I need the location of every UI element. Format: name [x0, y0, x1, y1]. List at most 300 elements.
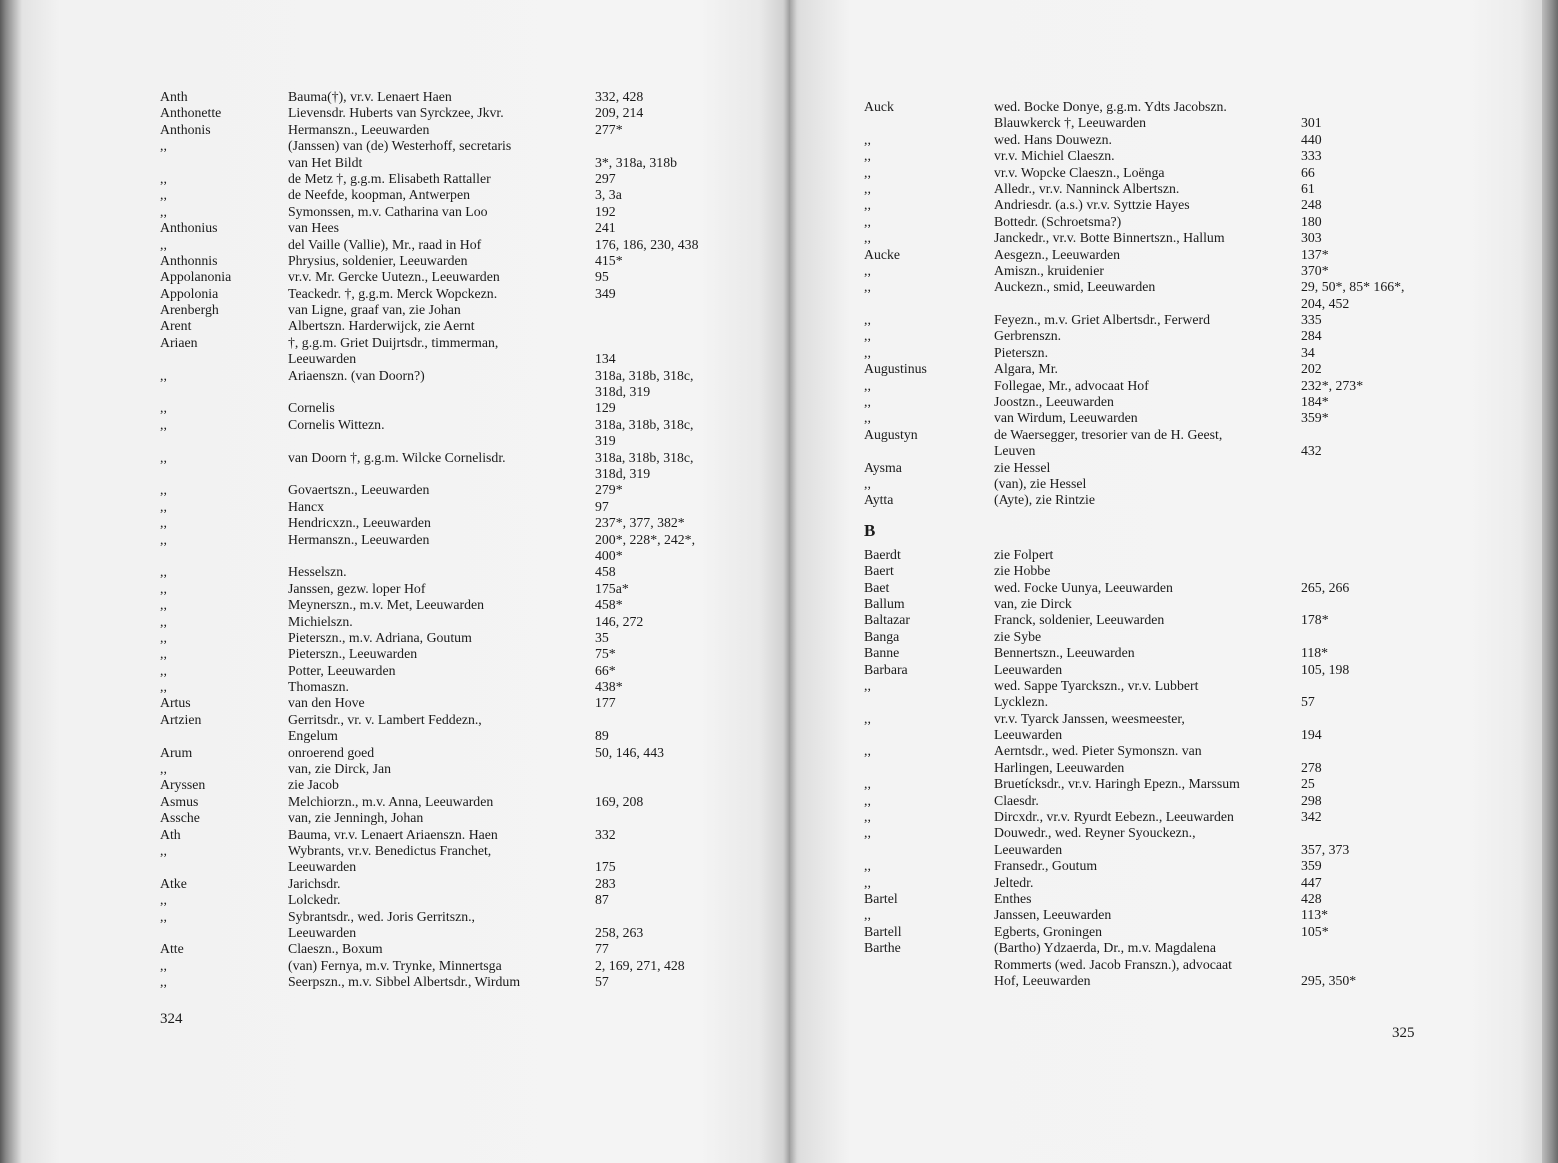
index-entry — [864, 547, 1484, 563]
index-entry — [160, 155, 760, 171]
section-letter: B — [864, 520, 876, 540]
index-description: Follegae, Mr., advocaat Hof — [994, 377, 1149, 393]
index-description: Cornelis Wittezn. — [288, 416, 385, 432]
index-page-refs: 200*, 228*, 242*, — [595, 531, 696, 547]
index-entry — [160, 630, 760, 646]
index-description: Leeuwarden — [994, 841, 1063, 857]
index-entry — [864, 858, 1484, 874]
index-entry — [160, 122, 760, 138]
index-description: Harlingen, Leeuwarden — [994, 759, 1125, 775]
index-entry — [160, 499, 760, 515]
page-number-left: 324 — [160, 1011, 183, 1027]
index-name: Banne — [864, 645, 900, 661]
index-entry — [864, 345, 1484, 361]
index-page-refs: 57 — [1301, 694, 1315, 710]
index-page-refs: 146, 272 — [595, 613, 644, 629]
index-description: Aesgezn., Leeuwarden — [994, 246, 1121, 262]
index-description: Bruetícksdr., vr.v. Haringh Epezn., Marssum — [994, 776, 1240, 792]
index-description: van Doorn †, g.g.m. Wilcke Cornelisdr. — [288, 449, 506, 465]
index-name: ,, — [864, 230, 871, 246]
index-page-refs: 265, 266 — [1301, 579, 1350, 595]
index-name: Anthonis — [160, 121, 211, 137]
index-entry — [160, 253, 760, 269]
index-page-refs: 57 — [595, 974, 609, 990]
index-entry — [864, 924, 1484, 940]
index-page-refs: 129 — [595, 400, 616, 416]
index-entry — [864, 460, 1484, 476]
index-name: Anthonius — [160, 220, 218, 236]
index-entry — [864, 957, 1484, 973]
index-name: Arent — [160, 318, 192, 334]
index-page-refs: 370* — [1301, 262, 1329, 278]
index-description: Phrysius, soldenier, Leeuwarden — [288, 252, 468, 268]
index-entry — [864, 612, 1484, 628]
index-name: ,, — [864, 197, 871, 213]
index-entry — [864, 629, 1484, 645]
index-name: ,, — [160, 531, 167, 547]
index-entry — [864, 580, 1484, 596]
page-number-right: 325 — [1392, 1025, 1415, 1041]
index-description: zie Folpert — [994, 546, 1054, 562]
index-entry — [160, 515, 760, 531]
index-column-left — [160, 89, 760, 990]
index-name: Arenbergh — [160, 302, 219, 318]
index-description: Leuven — [994, 443, 1036, 459]
index-name: ,, — [864, 394, 871, 410]
index-name: Arum — [160, 744, 193, 760]
index-name: ,, — [864, 131, 871, 147]
index-entry — [864, 940, 1484, 956]
index-page-refs: 175a* — [595, 580, 629, 596]
index-description: Hermanszn., Leeuwarden — [288, 121, 430, 137]
index-name: ,, — [864, 279, 871, 295]
index-entry — [864, 476, 1484, 492]
index-entry — [864, 279, 1484, 295]
index-description: Rommerts (wed. Jacob Franszn.), advocaat — [994, 956, 1232, 972]
index-page-refs: 295, 350* — [1301, 972, 1357, 988]
index-description: Lolckedr. — [288, 892, 341, 908]
index-entry — [864, 563, 1484, 579]
index-name: ,, — [160, 957, 167, 973]
index-entry — [864, 492, 1484, 508]
index-description: Franck, soldenier, Leeuwarden — [994, 612, 1165, 628]
index-page-refs: 66* — [595, 662, 616, 678]
index-page-refs: 194 — [1301, 727, 1322, 743]
index-entry — [160, 237, 760, 253]
index-description: del Vaille (Vallie), Mr., raad in Hof — [288, 236, 482, 252]
index-description: de Neefde, koopman, Antwerpen — [288, 187, 470, 203]
index-page-refs: 178* — [1301, 612, 1329, 628]
index-description: Lycklezn. — [994, 694, 1049, 710]
index-description: Gerritsdr., vr. v. Lambert Feddezn., — [288, 711, 482, 727]
index-entry — [864, 312, 1484, 328]
index-page-refs: 318d, 319 — [595, 465, 651, 481]
index-description: Pieterszn. — [994, 344, 1049, 360]
index-page-refs: 357, 373 — [1301, 841, 1350, 857]
index-description: Hendricxzn., Leeuwarden — [288, 515, 431, 531]
index-description: wed. Focke Uunya, Leeuwarden — [994, 579, 1173, 595]
index-page-refs: 458 — [595, 564, 616, 580]
index-name: Ballum — [864, 595, 905, 611]
index-entry — [864, 328, 1484, 344]
index-entry — [160, 269, 760, 285]
index-page-refs: 298 — [1301, 792, 1322, 808]
index-description: Bauma(†), vr.v. Lenaert Haen — [288, 89, 452, 104]
index-page-refs: 61 — [1301, 180, 1315, 196]
index-description: vr.v. Mr. Gercke Uutezn., Leeuwarden — [288, 269, 500, 285]
index-page-refs: 232*, 273* — [1301, 377, 1364, 393]
index-name: Aryssen — [160, 777, 206, 793]
index-description: Leeuwarden — [288, 351, 357, 367]
index-name: ,, — [864, 180, 871, 196]
index-description: zie Sybe — [994, 628, 1042, 644]
index-name: Appolonia — [160, 285, 219, 301]
index-name: ,, — [864, 377, 871, 393]
index-entry — [160, 925, 760, 941]
index-entry — [160, 810, 760, 826]
index-description: Enthes — [994, 890, 1032, 906]
index-description: Janckedr., vr.v. Botte Binnertszn., Hallum — [994, 230, 1225, 246]
index-description: †, g.g.m. Griet Duijrtsdr., timmerman, — [288, 334, 499, 350]
index-page-refs: 303 — [1301, 230, 1322, 246]
index-description: wed. Bocke Donye, g.g.m. Ydts Jacobszn. — [994, 99, 1227, 114]
index-entry — [160, 433, 760, 449]
index-page-refs: 209, 214 — [595, 105, 644, 121]
index-page-refs: 2, 169, 271, 428 — [595, 957, 685, 973]
index-entry — [160, 466, 760, 482]
index-description: Hesselszn. — [288, 564, 347, 580]
index-page-refs: 284 — [1301, 328, 1322, 344]
index-page-refs: 35 — [595, 629, 609, 645]
index-description: Teackedr. †, g.g.m. Merck Wopckezn. — [288, 285, 498, 301]
index-page-refs: 318d, 319 — [595, 384, 651, 400]
index-name: ,, — [864, 809, 871, 825]
index-entry — [160, 564, 760, 580]
index-name: ,, — [864, 874, 871, 890]
index-name: ,, — [864, 344, 871, 360]
index-entry — [160, 728, 760, 744]
index-description: Thomaszn. — [288, 679, 349, 695]
right-page — [790, 0, 1542, 1163]
index-description: Ariaenszn. (van Doorn?) — [288, 367, 425, 383]
index-page-refs: 297 — [595, 170, 616, 186]
index-page-refs: 438* — [595, 679, 623, 695]
index-description: Blauwkerck †, Leeuwarden — [994, 115, 1147, 131]
index-entry — [864, 263, 1484, 279]
index-description: Fransedr., Goutum — [994, 858, 1098, 874]
index-page-refs: 113* — [1301, 907, 1329, 923]
index-description: Joostzn., Leeuwarden — [994, 394, 1114, 410]
index-name: ,, — [160, 482, 167, 498]
index-name: ,, — [160, 646, 167, 662]
index-name: ,, — [864, 677, 871, 693]
index-name: Assche — [160, 810, 200, 826]
index-entry — [864, 891, 1484, 907]
index-name: ,, — [160, 187, 167, 203]
index-page-refs: 283 — [595, 875, 616, 891]
index-description: Claeszn., Boxum — [288, 941, 383, 957]
index-entry — [864, 760, 1484, 776]
index-name: ,, — [160, 203, 167, 219]
index-description: (Bartho) Ydzaerda, Dr., m.v. Magdalena — [994, 940, 1216, 956]
index-description: Douwedr., wed. Reyner Syouckezn., — [994, 825, 1196, 841]
index-name: ,, — [864, 907, 871, 923]
index-page-refs: 440 — [1301, 131, 1322, 147]
index-name: Augustyn — [864, 426, 918, 442]
index-name: ,, — [160, 908, 167, 924]
index-name: ,, — [160, 597, 167, 613]
index-description: van Wirdum, Leeuwarden — [994, 410, 1138, 426]
index-description: vr.v. Tyarck Janssen, weesmeester, — [994, 710, 1185, 726]
index-description: wed. Sappe Tyarckszn., vr.v. Lubbert — [994, 677, 1199, 693]
index-entry — [160, 482, 760, 498]
index-name: Bartel — [864, 890, 898, 906]
book-gutter — [783, 0, 797, 1163]
index-page-refs: 97 — [595, 498, 609, 514]
index-description: (van), zie Hessel — [994, 475, 1087, 491]
index-entry — [864, 907, 1484, 923]
index-page-refs: 105* — [1301, 923, 1329, 939]
index-description: Sybrantsdr., wed. Joris Gerritszn., — [288, 908, 475, 924]
index-name: Baerdt — [864, 546, 901, 562]
index-entry — [864, 214, 1484, 230]
index-page-refs: 332, 428 — [595, 89, 644, 104]
index-entry — [160, 679, 760, 695]
index-page-refs: 319 — [595, 433, 616, 449]
index-description: zie Hessel — [994, 459, 1051, 475]
index-entry — [160, 974, 760, 990]
index-entry — [160, 892, 760, 908]
index-name: Ariaen — [160, 334, 198, 350]
index-description: zie Jacob — [288, 777, 339, 793]
index-entry — [160, 532, 760, 548]
index-entry — [160, 958, 760, 974]
index-page-refs: 95 — [595, 269, 609, 285]
index-entry — [160, 646, 760, 662]
index-entry — [160, 171, 760, 187]
index-description: Potter, Leeuwarden — [288, 662, 396, 678]
index-page-refs: 34 — [1301, 344, 1315, 360]
index-description: Cornelis — [288, 400, 335, 416]
index-page-refs: 318a, 318b, 318c, — [595, 416, 694, 432]
index-page-refs: 3*, 318a, 318b — [595, 154, 678, 170]
index-description: Leeuwarden — [288, 924, 357, 940]
index-description: Dircxdr., vr.v. Ryurdt Eebezn., Leeuwarden — [994, 809, 1234, 825]
index-page-refs: 258, 263 — [595, 924, 644, 940]
index-entry — [160, 745, 760, 761]
index-page-refs: 137* — [1301, 246, 1329, 262]
index-description: Aerntsdr., wed. Pieter Symonszn. van — [994, 743, 1202, 759]
index-page-refs: 169, 208 — [595, 793, 644, 809]
index-description: Andriesdr. (a.s.) vr.v. Syttzie Hayes — [994, 197, 1190, 213]
index-description: Leeuwarden — [994, 661, 1063, 677]
index-entry — [864, 197, 1484, 213]
index-description: van Hees — [288, 220, 339, 236]
index-entry — [160, 548, 760, 564]
index-entry — [160, 220, 760, 236]
index-name: ,, — [160, 138, 167, 154]
index-page-refs: 202 — [1301, 361, 1322, 377]
index-description: vr.v. Michiel Claeszn. — [994, 148, 1115, 164]
index-name: ,, — [160, 170, 167, 186]
index-page-refs: 277* — [595, 121, 623, 137]
index-description: wed. Hans Douwezn. — [994, 131, 1113, 147]
index-entry — [160, 187, 760, 203]
index-entry — [160, 384, 760, 400]
index-name: ,, — [160, 367, 167, 383]
index-description: Alledr., vr.v. Nanninck Albertszn. — [994, 180, 1180, 196]
index-page-refs: 176, 186, 230, 438 — [595, 236, 699, 252]
index-name: Banga — [864, 628, 900, 644]
index-entry — [864, 825, 1484, 841]
index-description: Hancx — [288, 498, 325, 514]
index-description: Janssen, Leeuwarden — [994, 907, 1112, 923]
index-entry — [160, 597, 760, 613]
index-page-refs: 204, 452 — [1301, 295, 1350, 311]
index-entry — [864, 776, 1484, 792]
index-entry — [160, 286, 760, 302]
index-page-refs: 3, 3a — [595, 187, 622, 203]
index-entry — [160, 827, 760, 843]
index-entry — [864, 694, 1484, 710]
index-description: (Ayte), zie Rintzie — [994, 492, 1096, 508]
index-description: Pieterszn., m.v. Adriana, Goutum — [288, 629, 472, 645]
index-name: ,, — [160, 662, 167, 678]
index-page-refs: 180 — [1301, 213, 1322, 229]
index-entry — [160, 450, 760, 466]
index-entry — [160, 663, 760, 679]
index-description: van, zie Dirck — [994, 595, 1072, 611]
index-description: Auckezn., smid, Leeuwarden — [994, 279, 1156, 295]
index-name: Auck — [864, 99, 894, 114]
index-page-refs: 105, 198 — [1301, 661, 1350, 677]
index-name: Aytta — [864, 492, 894, 508]
index-name: Bartell — [864, 923, 902, 939]
index-description: Bottedr. (Schroetsma?) — [994, 213, 1122, 229]
index-page-refs: 432 — [1301, 443, 1322, 459]
index-entry — [160, 581, 760, 597]
index-entry — [160, 859, 760, 875]
index-entry — [160, 712, 760, 728]
index-name: ,, — [160, 613, 167, 629]
index-name: ,, — [864, 164, 871, 180]
index-entry — [864, 809, 1484, 825]
index-name: ,, — [864, 312, 871, 328]
index-entry — [864, 115, 1484, 131]
index-entry — [864, 165, 1484, 181]
index-name: Baert — [864, 563, 894, 579]
index-description: Albertszn. Harderwijck, zie Aernt — [288, 318, 475, 334]
index-name: Augustinus — [864, 361, 927, 377]
index-description: Meynerszn., m.v. Met, Leeuwarden — [288, 597, 485, 613]
index-entry — [864, 410, 1484, 426]
index-entry — [864, 711, 1484, 727]
index-entry — [160, 400, 760, 416]
index-page-refs: 184* — [1301, 394, 1329, 410]
index-entry — [864, 662, 1484, 678]
index-name: ,, — [864, 825, 871, 841]
book-edge-right — [1542, 0, 1558, 1163]
index-entry — [160, 909, 760, 925]
index-entry — [864, 727, 1484, 743]
index-entry — [160, 417, 760, 433]
index-name: ,, — [160, 416, 167, 432]
index-name: ,, — [864, 776, 871, 792]
index-entry — [864, 361, 1484, 377]
index-name: Anthonnis — [160, 252, 218, 268]
index-entry — [864, 181, 1484, 197]
index-entry — [864, 678, 1484, 694]
index-entry — [864, 875, 1484, 891]
index-page-refs: 279* — [595, 482, 623, 498]
index-description: Pieterszn., Leeuwarden — [288, 646, 418, 662]
index-name: Barthe — [864, 940, 901, 956]
index-entry — [160, 777, 760, 793]
index-page-refs: 301 — [1301, 115, 1322, 131]
index-name: ,, — [864, 410, 871, 426]
index-entry — [864, 230, 1484, 246]
index-page-refs: 25 — [1301, 776, 1315, 792]
index-page-refs: 335 — [1301, 312, 1322, 328]
index-page-refs: 29, 50*, 85* 166*, — [1301, 279, 1405, 295]
index-entry — [864, 743, 1484, 759]
index-entry — [160, 368, 760, 384]
index-name: ,, — [864, 792, 871, 808]
index-name: Anth — [160, 89, 188, 104]
index-entry — [160, 843, 760, 859]
index-entry — [160, 204, 760, 220]
index-page-refs: 349 — [595, 285, 616, 301]
index-entry — [864, 99, 1484, 115]
index-name: ,, — [160, 498, 167, 514]
index-page-refs: 75* — [595, 646, 616, 662]
index-description: Seerpszn., m.v. Sibbel Albertsdr., Wirdum — [288, 974, 521, 990]
index-page-refs: 458* — [595, 597, 623, 613]
index-page-refs: 89 — [595, 728, 609, 744]
index-page-refs: 241 — [595, 220, 616, 236]
index-page-refs: 428 — [1301, 890, 1322, 906]
index-name: Baet — [864, 579, 890, 595]
index-page-refs: 50, 146, 443 — [595, 744, 664, 760]
index-entry — [864, 132, 1484, 148]
index-description: zie Hobbe — [994, 563, 1051, 579]
index-name: Artus — [160, 695, 191, 711]
index-name: Barbara — [864, 661, 908, 677]
index-name: ,, — [160, 580, 167, 596]
index-entry — [160, 614, 760, 630]
index-page-refs: 118* — [1301, 645, 1329, 661]
index-description: Leeuwarden — [994, 727, 1063, 743]
index-page-refs: 318a, 318b, 318c, — [595, 367, 694, 383]
index-entry — [160, 941, 760, 957]
index-entry — [864, 394, 1484, 410]
index-block-a — [864, 99, 1484, 509]
index-description: Bennertszn., Leeuwarden — [994, 645, 1135, 661]
index-description: de Metz †, g.g.m. Elisabeth Rattaller — [288, 170, 491, 186]
index-page-refs: 87 — [595, 892, 609, 908]
index-name: Aysma — [864, 459, 902, 475]
index-name: Artzien — [160, 711, 202, 727]
index-name: ,, — [864, 328, 871, 344]
index-entry — [864, 247, 1484, 263]
index-description: Algara, Mr. — [994, 361, 1058, 377]
index-description: Gerbrenszn. — [994, 328, 1062, 344]
index-description: van Het Bildt — [288, 154, 363, 170]
index-name: ,, — [160, 400, 167, 416]
index-entry — [864, 645, 1484, 661]
index-description: Melchiorzn., m.v. Anna, Leeuwarden — [288, 793, 494, 809]
index-name: ,, — [864, 858, 871, 874]
